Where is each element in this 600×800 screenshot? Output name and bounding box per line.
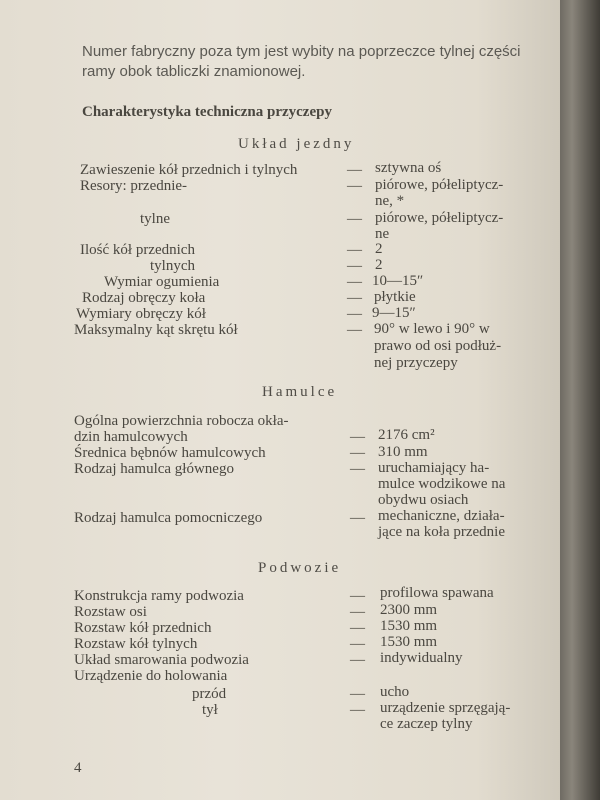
spec-label: Ogólna powierzchnia robocza okła-	[74, 413, 289, 429]
spec-value: jące na koła przednie	[378, 524, 506, 540]
spec-label: Rozstaw osi	[74, 604, 147, 620]
subsection-title-hamulce: Hamulce	[262, 384, 338, 400]
spec-value: uruchamiający ha-	[378, 460, 490, 476]
dash: —	[350, 652, 365, 668]
dash: —	[350, 604, 365, 620]
spec-label: Resory: przednie-	[80, 178, 188, 194]
dash: —	[350, 461, 365, 477]
spec-value: 2	[375, 241, 383, 257]
spec-label: Wymiar ogumienia	[104, 274, 220, 290]
dash: —	[347, 242, 362, 258]
spec-value: piórowe, półeliptycz-	[375, 177, 504, 193]
spec-value: 10—15″	[372, 273, 424, 289]
dash: —	[350, 620, 365, 636]
spec-value: indywidualny	[380, 650, 463, 666]
spec-label: tył	[202, 702, 218, 718]
spec-value: 1530 mm	[380, 618, 438, 634]
section-heading: Charakterystyka techniczna przyczepy	[82, 104, 332, 120]
spec-value: 2	[375, 257, 383, 273]
spec-value: 2176 cm²	[378, 427, 435, 443]
spec-value: 9—15″	[372, 305, 416, 321]
dash: —	[350, 686, 365, 702]
spec-label: Rozstaw kół tylnych	[74, 636, 198, 652]
dash: —	[350, 636, 365, 652]
dash: —	[350, 702, 365, 718]
dash: —	[347, 162, 362, 178]
spec-label: Konstrukcja ramy podwozia	[74, 588, 244, 604]
spec-value: ne	[375, 226, 390, 242]
spec-label: przód	[192, 686, 227, 702]
spec-value: profilowa spawana	[380, 585, 494, 601]
spec-label: Układ smarowania podwozia	[74, 652, 249, 668]
page-number: 4	[74, 760, 82, 776]
spec-label: Ilość kół przednich	[80, 242, 195, 258]
dash: —	[347, 274, 362, 290]
spec-label: Urządzenie do holowania	[74, 668, 228, 684]
spec-value: sztywna oś	[375, 160, 442, 176]
spec-label: dzin hamulcowych	[74, 429, 188, 445]
spec-value: ucho	[380, 684, 410, 700]
spec-value: mulce wodzikowe na	[378, 476, 506, 492]
dash: —	[347, 306, 362, 322]
spec-label: Rodzaj hamulca pomocniczego	[74, 510, 263, 526]
spec-value: 1530 mm	[380, 634, 438, 650]
spec-label: Zawieszenie kół przednich i tylnych	[80, 162, 298, 178]
subsection-title-podwozie: Podwozie	[258, 560, 342, 576]
page-edge-shadow	[560, 0, 600, 800]
spec-value: mechaniczne, działa-	[378, 508, 505, 524]
spec-label: Maksymalny kąt skrętu kół	[74, 322, 238, 338]
dash: —	[350, 510, 365, 526]
spec-value: 2300 mm	[380, 602, 438, 618]
intro-paragraph: Numer fabryczny poza tym jest wybity na poprzeczce tylnej części ramy obok tabliczki znamionowej.	[82, 43, 521, 80]
spec-value: piórowe, półeliptycz-	[375, 210, 504, 226]
spec-label: Średnica bębnów hamulcowych	[74, 445, 266, 461]
spec-value: płytkie	[374, 289, 416, 305]
dash: —	[347, 178, 362, 194]
subsection-title-uklad-jezdny: Układ jezdny	[238, 136, 355, 152]
spec-label: Wymiary obręczy kół	[76, 306, 206, 322]
dash: —	[350, 445, 365, 461]
spec-value: ne, *	[375, 193, 405, 209]
spec-value: urządzenie sprzęgają-	[380, 700, 511, 716]
spec-value: nej przyczepy	[374, 355, 458, 371]
spec-value: prawo od osi podłuż-	[374, 338, 502, 354]
spec-label: tylne	[140, 211, 170, 227]
dash: —	[347, 322, 362, 338]
spec-value: 90° w lewo i 90° w	[374, 321, 490, 337]
spec-label: Rodzaj obręczy koła	[82, 290, 206, 306]
spec-value: ce zaczep tylny	[380, 716, 473, 732]
spec-label: Rodzaj hamulca głównego	[74, 461, 234, 477]
dash: —	[350, 429, 365, 445]
dash: —	[347, 290, 362, 306]
dash: —	[350, 588, 365, 604]
dash: —	[347, 258, 362, 274]
dash: —	[347, 211, 362, 227]
spec-value: 310 mm	[378, 444, 428, 460]
spec-label: Rozstaw kół przednich	[74, 620, 212, 636]
spec-label: tylnych	[150, 258, 195, 274]
spec-value: obydwu osiach	[378, 492, 469, 508]
